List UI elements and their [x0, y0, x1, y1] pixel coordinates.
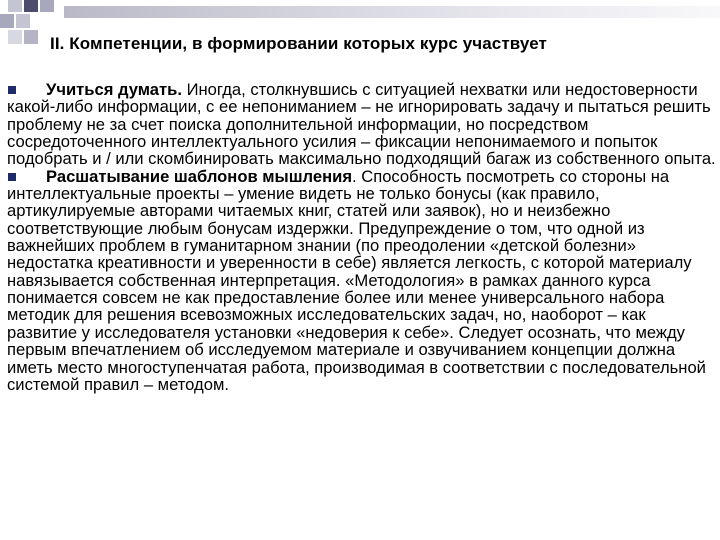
- item-term: Учиться думать.: [46, 80, 182, 99]
- slide-title: II. Компетенции, в формировании которых курс участвует: [50, 34, 547, 53]
- bullet-item-think: [7, 81, 717, 168]
- square-bullet-icon: [8, 173, 16, 181]
- item-text: . Способность посмотреть со стороны на интеллектуальные проекты – умение видеть не только бонусы (как правило, артикулируемые авторами читаемых книг, статей или заявок), но и неизбежно соответствующие любым бонусам издержки. Предупреждение о том, что одной из важнейших проблем в гуманитарном знании (по преодолении «детской болезни» недостатка креативности и уверенности в себе) является легкость, с которой материалу навязывается собственная интерпретация. «Методология» в рамках данного курса понимается совсем не как предоставление более или менее универсального набора методик для решения всевозможных исследовательских задач, но, наоборот – как развитие у исследователя установки «недоверия к себе». Следует осознать, что между первым впечатлением об исследуемом материале и озвучиванием концепции должна иметь место многоступенчатая работа, производимая в соответствии с последовательной системой правил – методом.: [7, 166, 706, 394]
- slide-body: [7, 81, 717, 393]
- square-bullet-icon: [8, 86, 16, 94]
- item-text: Иногда, столкнувшись с ситуацией нехватки или недостоверности какой-либо информации, с ее непониманием – не игнорировать задачу и пытаться решить проблему не за счет поиска дополнительной информации, но посредством сосредоточенного интеллектуального усилия – фиксации непонимаемого и попыток подобрать и / или скомбинировать максимально подходящий багаж из собственного опыта.: [7, 80, 716, 169]
- header-gradient-bar: [64, 6, 720, 18]
- bullet-item-patterns: [7, 168, 717, 393]
- item-term: Расшатывание шаблонов мышления: [46, 166, 352, 186]
